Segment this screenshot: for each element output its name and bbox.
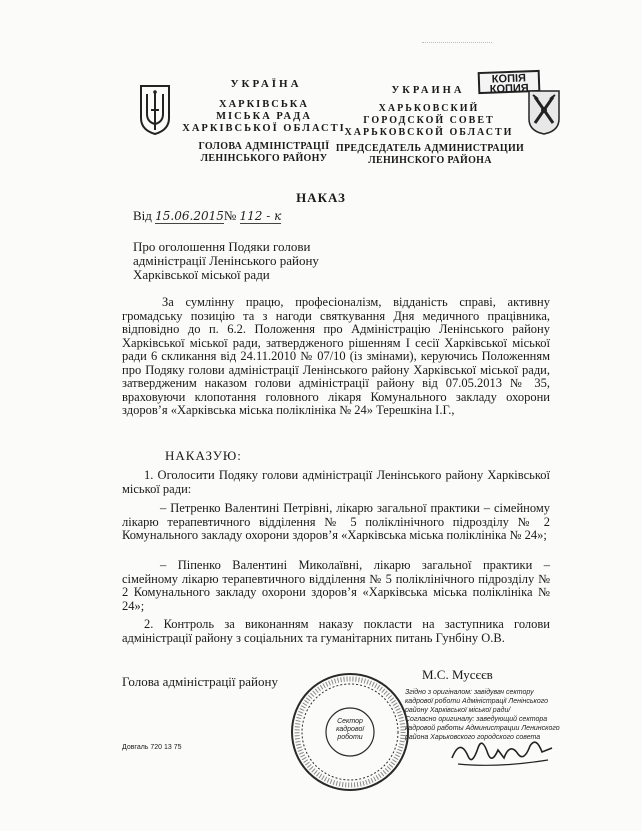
order-item-1b: – Піпенко Валентині Миколаївні, лікарю загальної практики – сімейному лікарю терапевтичного відділення № 5 поліклінічного підрозділу № 2 Комунального закладу охорони здоров’я «Харківська міська поліклініка № 24»; (122, 558, 550, 613)
kharkiv-coat-of-arms-icon (527, 89, 561, 135)
subject-line: Харківської міської ради (133, 267, 270, 282)
number-prefix: № (223, 208, 237, 223)
seal-center-line: Сектор (337, 718, 363, 725)
header-ru-country: УКРАИНА (391, 85, 465, 96)
date-handwritten: 15.06.2015 (155, 209, 224, 223)
header-ru-position-line: ЛЕНИНСКОГО РАЙОНА (368, 155, 492, 166)
certification-line: району Харківської міської ради/ (405, 707, 511, 714)
order-word: НАКАЗУЮ: (165, 448, 242, 463)
signatory-name: М.С. Мусєєв (422, 667, 493, 682)
header-ru-position-line: ПРЕДСЕДАТЕЛЬ АДМИНИСТРАЦИИ (335, 143, 525, 154)
copy-stamp-line: КОПІЯ (491, 72, 527, 86)
order-item-1: 1. Оголосити Подяку голови адміністрації Ленінського району Харківської міської ради: (122, 468, 550, 496)
round-seal (289, 671, 411, 793)
certification-line: Согласно оригиналу: заведующий сектора (405, 716, 548, 723)
header-ua-country: УКРАЇНА (230, 78, 302, 90)
order-item-2: 2. Контроль за виконанням наказу покласти на заступника голови адміністрації району з соціальних та гуманітарних питань Гунбіну О.В. (122, 617, 550, 645)
header-ru-city (344, 103, 514, 139)
seal-center-line: роботи (337, 734, 363, 741)
footer-note: Довгаль 720 13 75 (122, 744, 182, 751)
header-ru-position (330, 143, 530, 167)
signature-icon (448, 728, 558, 772)
header-ua-city-line: МІСЬКА РАДА (216, 111, 312, 122)
trident-coat-of-arms-icon (137, 84, 173, 136)
header-ua-city-line: ХАРКІВСЬКОЇ ОБЛАСТІ (182, 123, 346, 134)
order-item-1a: – Петренко Валентині Петрівні, лікарю загальної практики – сімейному лікарю терапевтичного відділення № 5 поліклінічного підрозділу № 2 Комунального закладу охорони здоров’я «Харківська міська поліклініка № 24»; (122, 501, 550, 542)
header-ru-city-line: ГОРОДСКОЙ СОВЕТ (363, 115, 495, 126)
certification-line: кадровой работы Администрации Ленинского (405, 725, 560, 732)
header-ru-city-line: ХАРЬКОВСКИЙ (378, 103, 480, 114)
header-ua-position-line: ЛЕНІНСЬКОГО РАЙОНУ (200, 153, 328, 164)
certification-line: кадрової роботи Адміністрації Ленінського (405, 698, 549, 705)
seal-center-line: кадрової (336, 726, 364, 733)
certification-line: района Харьковского городского совета (405, 734, 541, 741)
header-ua-position (178, 141, 350, 165)
header-ua-city-line: ХАРКІВСЬКА (218, 99, 309, 110)
date-prefix: Від (133, 208, 152, 223)
certification-line: Згідно з оригіналом: завідувач сектору (405, 689, 534, 696)
document-title: НАКАЗ (296, 190, 346, 205)
header-ua-position-line: ГОЛОВА АДМІНІСТРАЦІЇ (198, 141, 330, 152)
number-handwritten: 112 - к (239, 209, 282, 223)
date-number-line (133, 208, 281, 224)
subject-line: Про оголошення Подяки голови (133, 239, 311, 254)
document-subject (133, 240, 319, 282)
scan-artifact (422, 42, 492, 49)
seal-center-text (330, 718, 370, 742)
subject-line: адміністрації Ленінського району (133, 253, 319, 268)
copy-stamp-line: КОПИЯ (489, 82, 529, 96)
header-ua-city (178, 99, 350, 135)
signatory-title: Голова адміністрації району (122, 674, 278, 689)
preamble-paragraph: За сумлінну працю, професіоналізм, відданість справі, активну громадську позицію та з нагоди святкування Дня медичного працівника, відповідно до п. 6.2. Положення про Адміністрацію Ленінського району Харківської міської ради, затвердженого рішенням I сесії Харківської міської ради 6 скликання від 24.11.2010 № 07/10 (із змінами), керуючись Положенням про Подяку голови адміністрації Ленінського району Харківської міської ради, затвердженим наказом голови адміністрації району від 07.05.2013 № 35, враховуючи клопотання головного лікаря Комунального закладу охорони здоров’я «Харківська міська поліклініка № 24» Терешкіна І.Г., (122, 295, 550, 417)
header-ru-city-line: ХАРЬКОВСКОЙ ОБЛАСТИ (344, 127, 514, 138)
